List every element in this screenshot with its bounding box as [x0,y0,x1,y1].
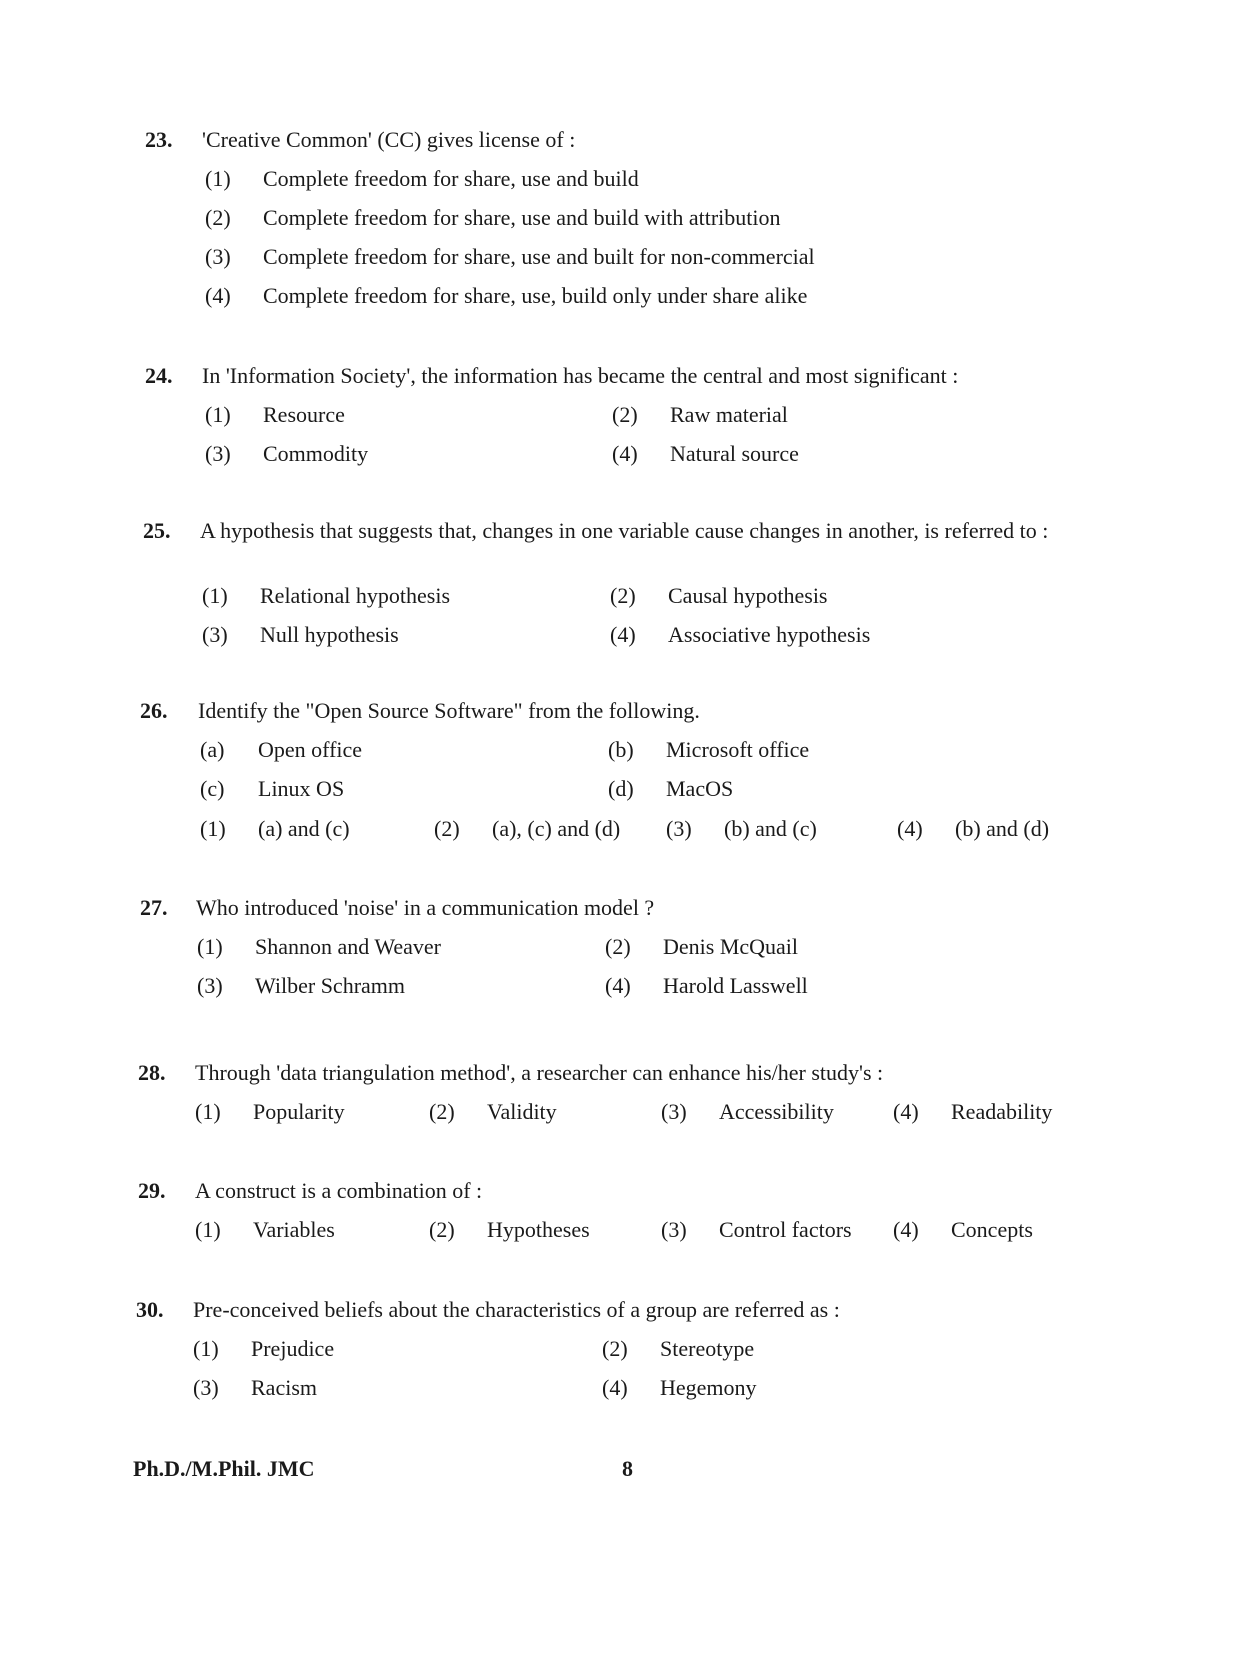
option-2: (2) (a), (c) and (d) [434,816,621,841]
option-4: (4) Natural source [612,441,799,466]
option-2: (2) Causal hypothesis [610,583,828,608]
item-c: (c) Linux OS [200,776,345,801]
question-text: A hypothesis that suggests that, changes in one variable cause changes in another, is referred to : [200,518,1049,543]
option-1: (1) Prejudice [193,1336,335,1361]
question-number: 29. [138,1178,166,1203]
question-text: Through 'data triangulation method', a researcher can enhance his/her study's : [195,1060,884,1085]
option-1: (1) Shannon and Weaver [197,934,441,959]
option-4: (4) Hegemony [602,1375,757,1400]
option-1: (1) Resource [205,402,345,427]
option-3: (3) Accessibility [661,1099,834,1124]
option-3: (3) Wilber Schramm [197,973,406,998]
option-3: (3) Control factors [661,1217,852,1242]
option-4: (4) Readability [893,1099,1053,1124]
option-4: (4) Harold Lasswell [605,973,808,998]
option-4: (4) Associative hypothesis [610,622,871,647]
question-number: 25. [143,518,171,543]
option-2: (2) Validity [429,1099,557,1124]
page-number: 8 [622,1456,633,1481]
option-1: (1) (a) and (c) [200,816,350,841]
option-1: (1) Complete freedom for share, use and build [205,166,639,191]
question-text: A construct is a combination of : [195,1178,483,1203]
footer-course-code: Ph.D./M.Phil. JMC [133,1456,315,1481]
item-d: (d) MacOS [608,776,734,801]
option-1: (1) Relational hypothesis [202,583,451,608]
option-3: (3) Null hypothesis [202,622,399,647]
question-text: In 'Information Society', the information has became the central and most significant : [202,363,959,388]
question-number: 30. [136,1297,164,1322]
option-2: (2) Stereotype [602,1336,755,1361]
question-number: 24. [145,363,173,388]
question-number: 28. [138,1060,166,1085]
option-3: (3) Complete freedom for share, use and built for non-commercial [205,244,815,269]
option-4: (4) Complete freedom for share, use, build only under share alike [205,283,808,308]
item-a: (a) Open office [200,737,363,762]
option-2: (2) Raw material [612,402,788,427]
option-4: (4) (b) and (d) [897,816,1050,841]
option-3: (3) (b) and (c) [666,816,817,841]
option-3: (3) Racism [193,1375,317,1400]
question-number: 26. [140,698,168,723]
option-1: (1) Variables [195,1217,335,1242]
option-4: (4) Concepts [893,1217,1033,1242]
option-2: (2) Hypotheses [429,1217,590,1242]
question-number: 23. [145,127,173,152]
question-number: 27. [140,895,168,920]
option-3: (3) Commodity [205,441,369,466]
item-b: (b) Microsoft office [608,737,810,762]
option-2: (2) Complete freedom for share, use and build with attribution [205,205,781,230]
question-text: Pre-conceived beliefs about the characteristics of a group are referred as : [193,1297,840,1322]
question-text: Identify the "Open Source Software" from the following. [198,698,700,723]
option-2: (2) Denis McQuail [605,934,799,959]
question-text: 'Creative Common' (CC) gives license of : [202,127,576,152]
option-1: (1) Popularity [195,1099,345,1124]
question-text: Who introduced 'noise' in a communication model ? [196,895,655,920]
